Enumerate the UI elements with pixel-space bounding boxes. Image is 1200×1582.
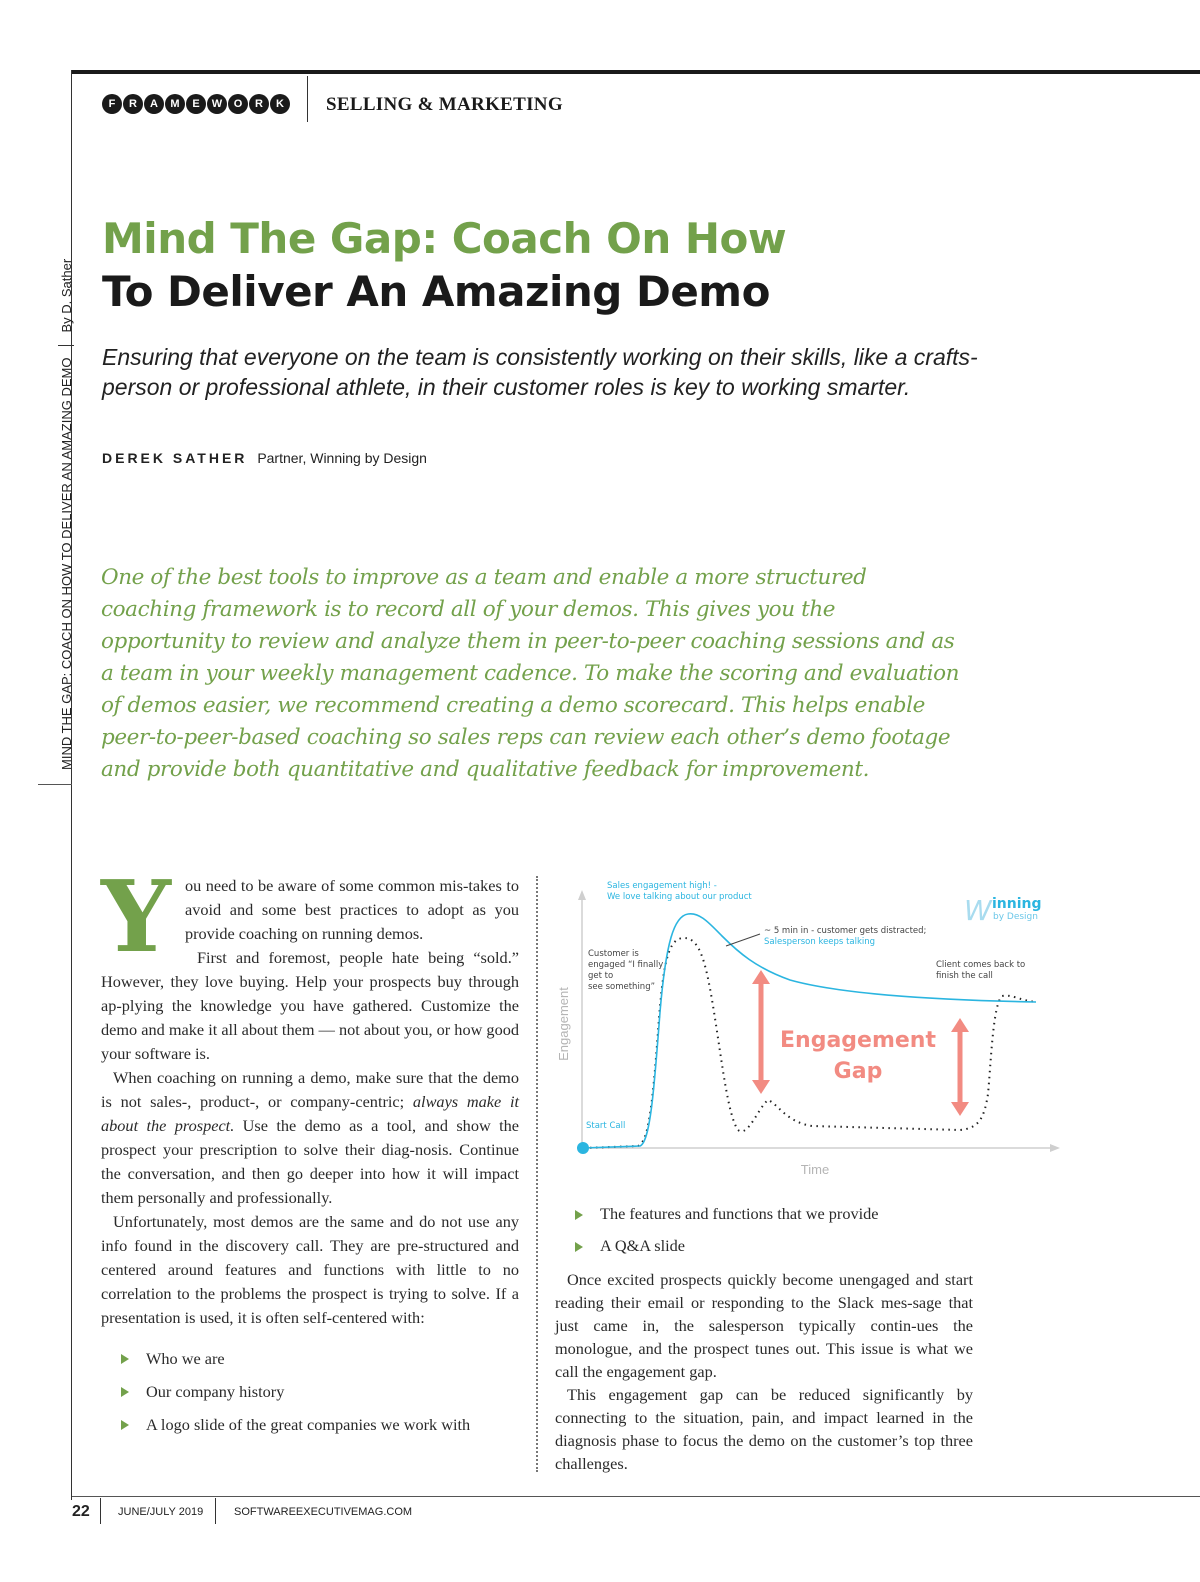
annotation-distracted-line-2: Salesperson keeps talking [764,937,876,947]
framework-letter: M [165,94,185,114]
list-item-text: A Q&A slide [600,1236,686,1255]
annotation-engaged-line: see something” [588,982,655,992]
column-divider [536,876,538,1472]
x-axis-arrow-icon [1050,1144,1060,1152]
body-column-left [101,860,519,1441]
annotation-high-text: Sales engagement high! - [607,881,717,891]
emphasis-text: always make it about the prospect. [101,1092,519,1135]
issue-date: JUNE/JULY 2019 [118,1506,204,1518]
list-item-text: The features and functions that we provide [600,1204,879,1223]
top-rule [72,70,1200,74]
annotation-high-text-line-2: We love talking about our product [607,892,752,902]
annotation-engaged-line: get to [588,971,614,981]
y-axis-arrow-icon [578,890,586,900]
framework-letter: E [186,94,206,114]
page-number: 22 [72,1503,90,1520]
paragraph [101,1066,519,1210]
gap-label-line-2: Gap [833,1059,883,1084]
y-axis-label: Engagement [556,987,571,1061]
paragraph [101,860,519,975]
body-column-right [555,1198,973,1475]
annotation-back-line-2: finish the call [936,971,993,981]
running-head-title: MIND THE GAP: COACH ON HOW TO DELIVER AN AMAZING DEMO [58,357,74,770]
triangle-bullet-icon [575,1210,583,1220]
list-item [101,1342,519,1375]
list-item [101,1375,519,1408]
list-item [555,1198,973,1230]
gap-arrow-left [752,970,770,1094]
framework-letter: W [207,94,227,114]
footer-divider [215,1498,216,1524]
triangle-bullet-icon [121,1387,129,1397]
author-name: DEREK SATHER [102,450,248,466]
framework-letter: A [144,94,164,114]
logo-word: inning [992,896,1042,912]
start-call-dot [577,1142,589,1154]
framework-badge [102,94,290,114]
paragraph-text: ou need to be aware of some common mis-takes to avoid and some best practices to adopt as you provide coaching on running demos. [184,876,519,943]
triangle-bullet-icon [575,1242,583,1252]
bottom-rule [72,1496,1200,1497]
framework-letter: R [123,94,143,114]
engagement-gap-diagram [550,872,1070,1192]
triangle-bullet-icon [121,1420,129,1430]
title-line-2: To Deliver An Amazing Demo [102,267,770,316]
author-role: Partner, Winning by Design [257,450,427,466]
header-divider [307,76,308,122]
annotation-engaged-line: Customer is [588,949,639,959]
framework-letter: O [228,94,248,114]
sidebar-rule [38,784,72,785]
title-line-1: Mind The Gap: Coach On How [102,214,787,263]
article-subtitle: Ensuring that everyone on the team is consistently working on their skills, like a crafts-person or professional athlete, in their customer roles is key to working smarter. [102,344,978,400]
triangle-bullet-icon [121,1354,129,1364]
paragraph: Once excited prospects quickly become unengaged and start reading their email or responding to the Slack mes-sage that just came in, the salesperson typically contin-ues the monologue, and the prospect tunes out. This issue is what we call the engagement gap. [555,1270,973,1381]
framework-letter: R [249,94,269,114]
website-link[interactable]: SOFTWAREEXECUTIVEMAG.COM [234,1506,413,1518]
annotation-high [607,881,752,902]
annotation-back-line-1: Client comes back to [936,960,1026,970]
paragraph: First and foremost, people hate being “sold.” However, they love buying. Help your prospects buy through ap-plying the knowledge you have gathered. Customize the demo and make it all about them — not about you, or how good your software is. [101,948,519,1063]
framework-letter: K [270,94,290,114]
pull-quote: One of the best tools to improve as a team and enable a more structured coaching framework is to record all of your demos. This gives you the opportunity to review and analyze them in peer-to-peer coaching sessions and as a team in your weekly management cadence. To make the scoring and evaluation of demos easier, we recommend creating a demo scorecard. This helps enable peer-to-peer-based coaching so sales reps can review each other’s demo footage and provide both quantitative and qualitative feedback for improvement. [101,565,960,782]
winning-by-design-logo [964,894,1042,927]
paragraph: Unfortunately, most demos are the same and do not use any info found in the discovery call. They are pre-structured and centered around features and functions with little to no correlation to the problems the prospect is trying to solve. If a presentation is used, it is often self-centered with: [101,1212,519,1327]
logo-sub: by Design [993,912,1038,922]
paragraph-text: When coaching on running a demo, make sure that the demo is not sales-, product-, or company-centric; [101,1068,519,1111]
drop-cap: Y [101,860,171,975]
paragraph-text: Use the demo as a tool, and show the prospect your prescription to solve their diag-nosis. Continue the conversation, and then go deeper into how it will impact them personally and professionally. [101,1116,519,1207]
bullet-list [101,1342,519,1441]
list-item [101,1408,519,1441]
list-item-text: Who we are [146,1349,225,1368]
list-item-text: Our company history [146,1382,285,1401]
running-head-divider [58,345,74,346]
article-title [102,212,786,318]
start-call-label: Start Call [586,1121,626,1131]
gap-arrow-right [951,1018,969,1116]
list-item [555,1230,973,1262]
x-axis-label: Time [800,1162,830,1177]
annotation-pointer [726,934,760,946]
author-line [102,450,427,466]
gap-label-line-1: Engagement [780,1028,936,1053]
annotation-engaged [588,949,663,992]
annotation-distracted-line-1: ~ 5 min in - customer gets distracted; [764,926,927,936]
section-label: SELLING & MARKETING [326,94,563,115]
paragraph: This engagement gap can be reduced significantly by connecting to the situation, pain, and impact learned in the diagnosis phase to focus the demo on the customer’s top three challenges. [555,1385,973,1473]
logo-mark: W [964,894,992,927]
list-item-text: A logo slide of the great companies we work with [146,1415,471,1434]
framework-letter: F [102,94,122,114]
vertical-running-head [58,259,74,770]
bullet-list [555,1198,973,1262]
annotation-engaged-line: engaged “I finally [588,960,664,970]
footer-divider [100,1498,101,1524]
running-head-byline: By D. Sather [58,258,74,333]
